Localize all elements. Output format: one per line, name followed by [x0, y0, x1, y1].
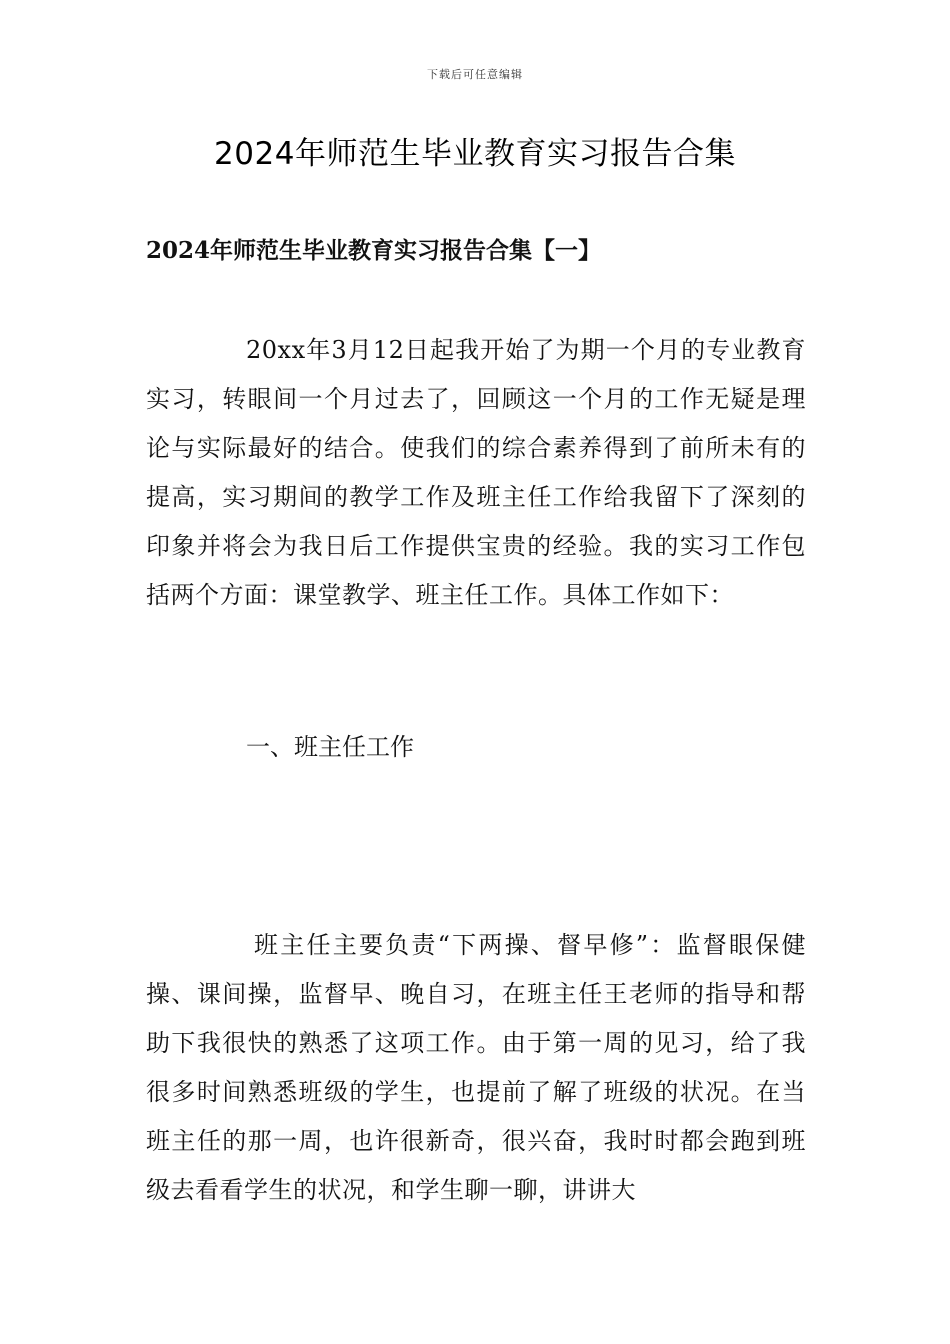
document-title: 2024年师范生毕业教育实习报告合集 — [214, 136, 736, 172]
header-note: 下载后可任意编辑 — [427, 68, 523, 81]
section-title: 2024年师范生毕业教育实习报告合集【一】 — [146, 237, 602, 264]
paragraph-class-teacher-duties: 班主任主要负责“下两操、督早修”：监督眼保健操、课间操，监督早、晚自习，在班主任王老师的指导和帮助下我很快的熟悉了这项工作。由于第一周的见习，给了我很多时间熟悉班级的学生，也提前了解了班级的状况。在当班主任的那一周，也许很新奇，很兴奋，我时时都会跑到班级去看看学生的状况，和学生聊一聊，讲讲大 — [146, 931, 806, 1204]
paragraph-intro: 20xx年3月12日起我开始了为期一个月的专业教育实习，转眼间一个月过去了，回顾这一个月的工作无疑是理论与实际最好的结合。使我们的综合素养得到了前所未有的提高，实习期间的教学工作及班主任工作给我留下了深刻的印象并将会为我日后工作提供宝贵的经验。我的实习工作包括两个方面：课堂教学、班主任工作。具体工作如下： — [146, 336, 806, 609]
subheading-class-teacher-work: 一、班主任工作 — [246, 733, 414, 761]
